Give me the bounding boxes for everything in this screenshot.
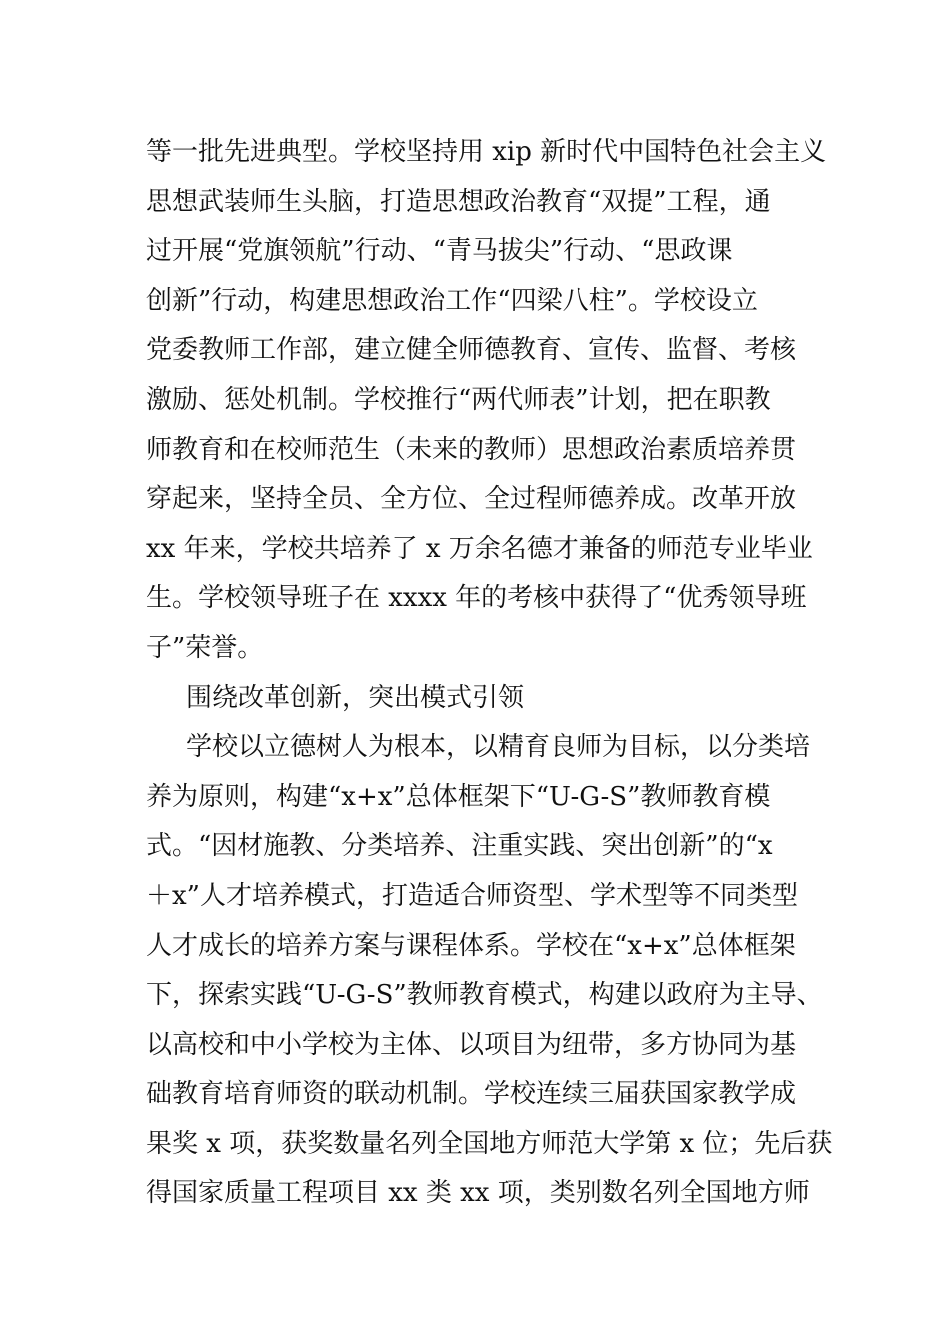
text-line: xx 年来，学校共培养了 x 万余名德才兼备的师范专业毕业 xyxy=(146,533,813,564)
text-line: 思想武装师生头脑，打造思想政治教育“双提”工程，通 xyxy=(146,186,771,217)
text-line: ＋x”人才培养模式，打造适合师资型、学术型等不同类型 xyxy=(146,880,798,911)
paragraph-2 xyxy=(146,723,846,1219)
section-heading: 围绕改革创新，突出模式引领 xyxy=(186,682,525,713)
text-line: 师教育和在校师范生（未来的教师）思想政治素质培养贯 xyxy=(146,434,797,465)
text-line: 果奖 x 项，获奖数量名列全国地方师范大学第 x 位；先后获 xyxy=(146,1128,833,1159)
text-line: 子”荣誉。 xyxy=(146,632,264,663)
text-line: 人才成长的培养方案与课程体系。学校在“x+x”总体框架 xyxy=(146,930,796,961)
text-line: 下，探索实践“U-G-S”教师教育模式，构建以政府为主导、 xyxy=(146,980,823,1011)
text-line: 等一批先进典型。学校坚持用 xip 新时代中国特色社会主义 xyxy=(146,137,827,167)
text-line: 穿起来，坚持全员、全方位、全过程师德养成。改革开放 xyxy=(146,484,797,515)
text-line: 激励、惩处机制。学校推行“两代师表”计划，把在职教 xyxy=(146,384,771,415)
text-line: 式。“因材施教、分类培养、注重实践、突出创新”的“x xyxy=(146,831,773,862)
text-line: 创新”行动，构建思想政治工作“四梁八柱”。学校设立 xyxy=(146,285,758,316)
text-line: 以高校和中小学校为主体、以项目为纽带，多方协同为基 xyxy=(146,1029,797,1060)
text-line: 得国家质量工程项目 xx 类 xx 项，类别数名列全国地方师 xyxy=(146,1178,810,1209)
text-line: 学校以立德树人为根本，以精育良师为目标，以分类培 xyxy=(186,732,811,763)
text-line: 生。学校领导班子在 xxxx 年的考核中获得了“优秀领导班 xyxy=(146,583,807,614)
text-line: 党委教师工作部，建立健全师德教育、宣传、监督、考核 xyxy=(146,335,797,366)
text-line: 养为原则，构建“x+x”总体框架下“U-G-S”教师教育模 xyxy=(146,781,771,812)
section-heading-block xyxy=(146,674,846,724)
text-line: 过开展“党旗领航”行动、“青马拔尖”行动、“思政课 xyxy=(146,236,733,267)
text-line: 础教育培育师资的联动机制。学校连续三届获国家教学成 xyxy=(146,1079,797,1110)
body-text xyxy=(146,128,846,1219)
paragraph-1 xyxy=(146,128,846,674)
